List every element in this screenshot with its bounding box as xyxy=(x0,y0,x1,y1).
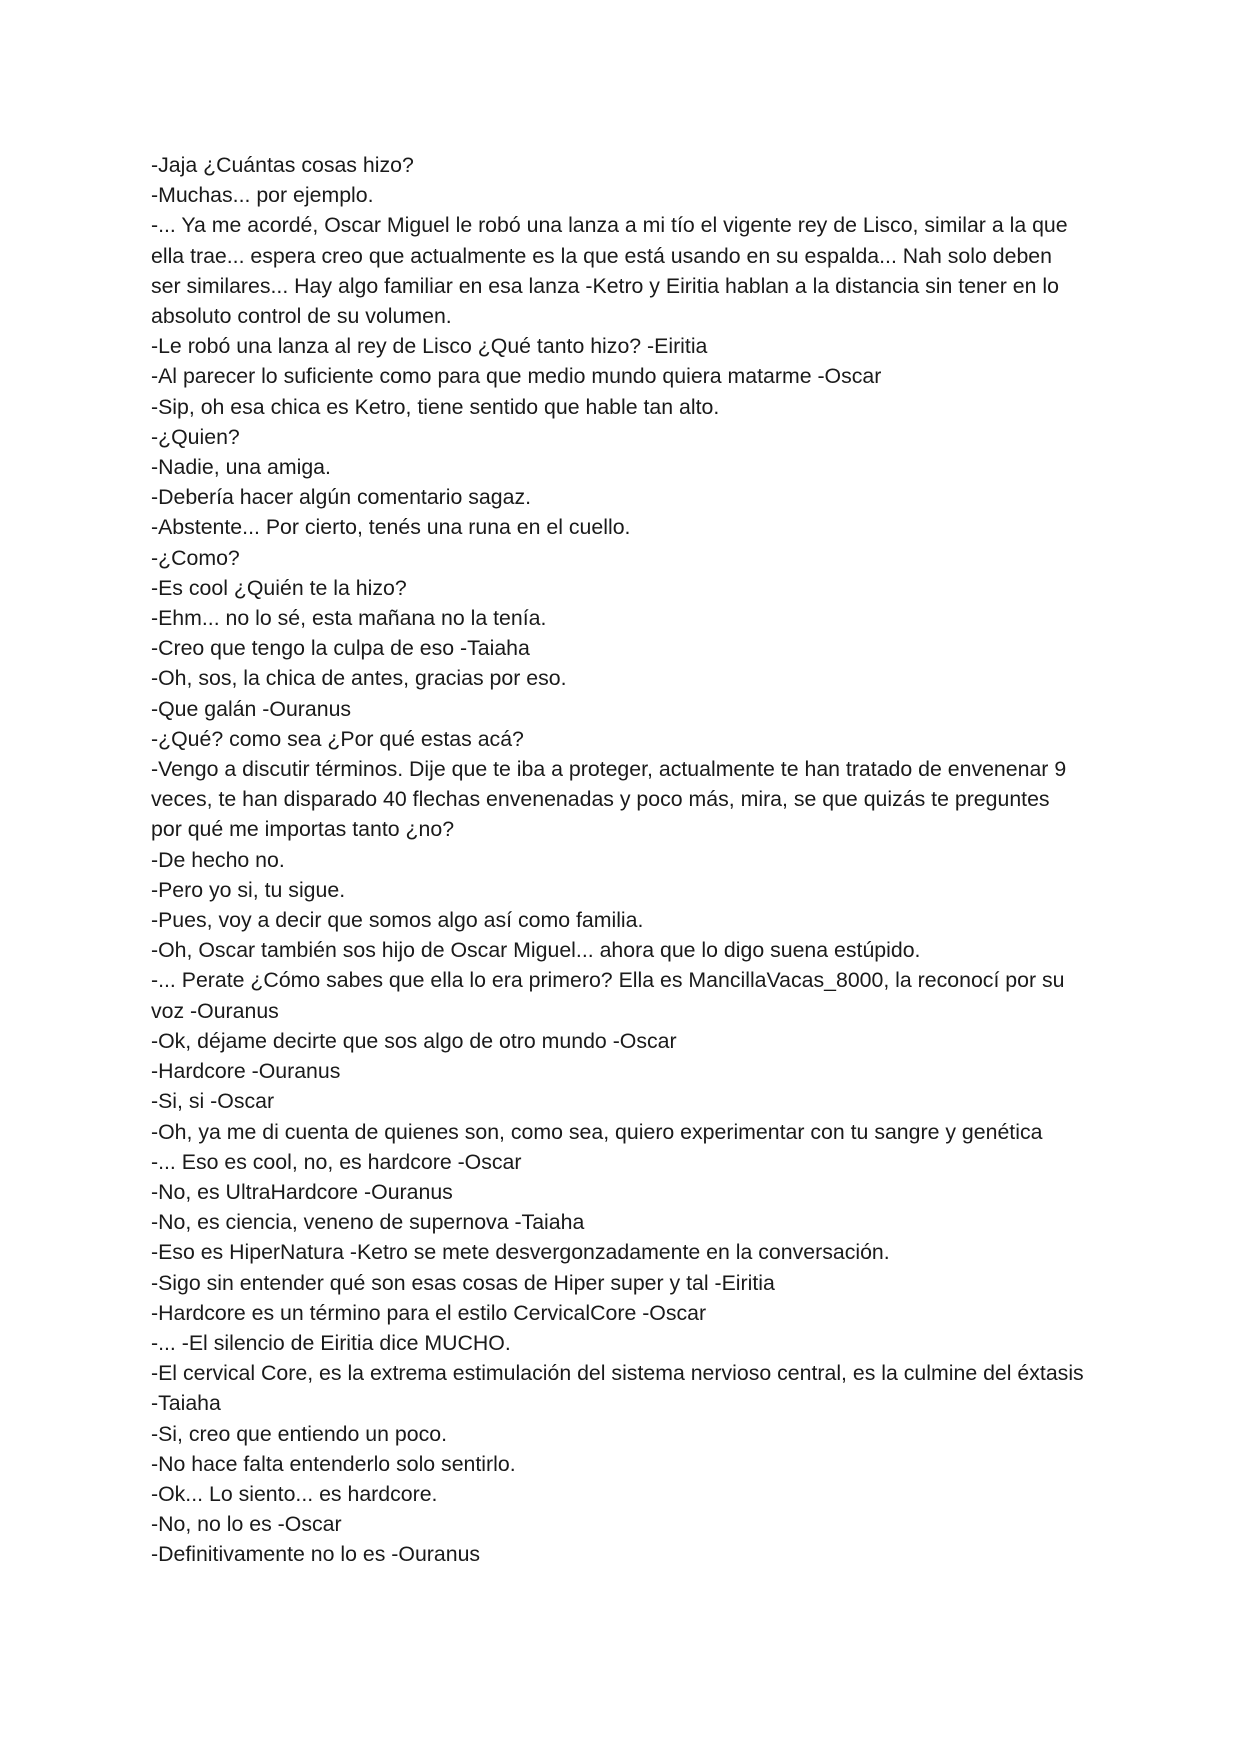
dialogue-line: -Es cool ¿Quién te la hizo? xyxy=(151,575,407,600)
dialogue-line: -... Eso es cool, no, es hardcore -Oscar xyxy=(151,1149,522,1174)
dialogue-line: -De hecho no. xyxy=(151,847,285,872)
dialogue-line: -Definitivamente no lo es -Ouranus xyxy=(151,1542,481,1567)
dialogue-line: -Ok... Lo siento... es hardcore. xyxy=(151,1481,438,1506)
dialogue-line: -Vengo a discutir términos. Dije que te iba a proteger, actualmente te han tratado de envenenar 9 veces, te han disparado 40 flechas envenenadas y poco más, mira, se que quizás te preguntes por qué me importas tanto ¿no? xyxy=(151,757,1067,842)
dialogue-line: -Pues, voy a decir que somos algo así como familia. xyxy=(151,908,644,933)
dialogue-line: -Ok, déjame decirte que sos algo de otro mundo -Oscar xyxy=(151,1028,677,1053)
dialogue-line: -¿Quien? xyxy=(151,424,240,449)
dialogue-line: -Nadie, una amiga. xyxy=(151,455,331,480)
dialogue-line: -Ehm... no lo sé, esta mañana no la tenía. xyxy=(151,606,547,631)
dialogue-line: -¿Qué? como sea ¿Por qué estas acá? xyxy=(151,726,524,751)
dialogue-line: -Oh, Oscar también sos hijo de Oscar Miguel... ahora que lo digo suena estúpido. xyxy=(151,938,921,963)
dialogue-line: -Si, si -Oscar xyxy=(151,1089,275,1114)
dialogue-line: -No hace falta entenderlo solo sentirlo. xyxy=(151,1451,516,1476)
dialogue-text-block xyxy=(151,150,1086,1570)
dialogue-line: -Muchas... por ejemplo. xyxy=(151,183,374,208)
dialogue-line: -Sigo sin entender qué son esas cosas de Hiper super y tal -Eiritia xyxy=(151,1270,775,1295)
dialogue-line: -Abstente... Por cierto, tenés una runa en el cuello. xyxy=(151,515,631,540)
dialogue-line: -Le robó una lanza al rey de Lisco ¿Qué tanto hizo? -Eiritia xyxy=(151,334,708,359)
dialogue-line: -Eso es HiperNatura -Ketro se mete desvergonzadamente en la conversación. xyxy=(151,1240,890,1265)
dialogue-line: -No, no lo es -Oscar xyxy=(151,1512,342,1537)
dialogue-line: -Creo que tengo la culpa de eso -Taiaha xyxy=(151,636,530,661)
dialogue-line: -Pero yo si, tu sigue. xyxy=(151,877,346,902)
dialogue-line: -... Ya me acordé, Oscar Miguel le robó una lanza a mi tío el vigente rey de Lisco, similar a la que ella trae... espera creo que actualmente es la que está usando en su espalda... Nah solo deben ser similares... Hay algo familiar en esa lanza -Ketro y Eiritia hablan a la distancia sin tener en lo absoluto control de su volumen. xyxy=(151,213,1068,329)
dialogue-line: -Debería hacer algún comentario sagaz. xyxy=(151,485,532,510)
dialogue-line: -Oh, sos, la chica de antes, gracias por eso. xyxy=(151,666,567,691)
dialogue-line: -... Perate ¿Cómo sabes que ella lo era primero? Ella es MancillaVacas_8000, la reconocí por su voz -Ouranus xyxy=(151,968,1065,1023)
dialogue-line: -Que galán -Ouranus xyxy=(151,696,352,721)
dialogue-line: -Sip, oh esa chica es Ketro, tiene sentido que hable tan alto. xyxy=(151,394,720,419)
dialogue-line: -Oh, ya me di cuenta de quienes son, como sea, quiero experimentar con tu sangre y genética xyxy=(151,1119,1043,1144)
dialogue-line: -No, es ciencia, veneno de supernova -Taiaha xyxy=(151,1210,585,1235)
dialogue-line: -... -El silencio de Eiritia dice MUCHO. xyxy=(151,1330,511,1355)
dialogue-line: -¿Como? xyxy=(151,545,240,570)
dialogue-line: -Si, creo que entiendo un poco. xyxy=(151,1421,447,1446)
dialogue-line: -No, es UltraHardcore -Ouranus xyxy=(151,1179,453,1204)
dialogue-line: -Hardcore -Ouranus xyxy=(151,1059,341,1084)
dialogue-line: -Hardcore es un término para el estilo CervicalCore -Oscar xyxy=(151,1300,707,1325)
dialogue-line: -El cervical Core, es la extrema estimulación del sistema nervioso central, es la culmine del éxtasis -Taiaha xyxy=(151,1361,1084,1416)
dialogue-line: -Al parecer lo suficiente como para que medio mundo quiera matarme -Oscar xyxy=(151,364,882,389)
dialogue-line: -Jaja ¿Cuántas cosas hizo? xyxy=(151,153,414,177)
